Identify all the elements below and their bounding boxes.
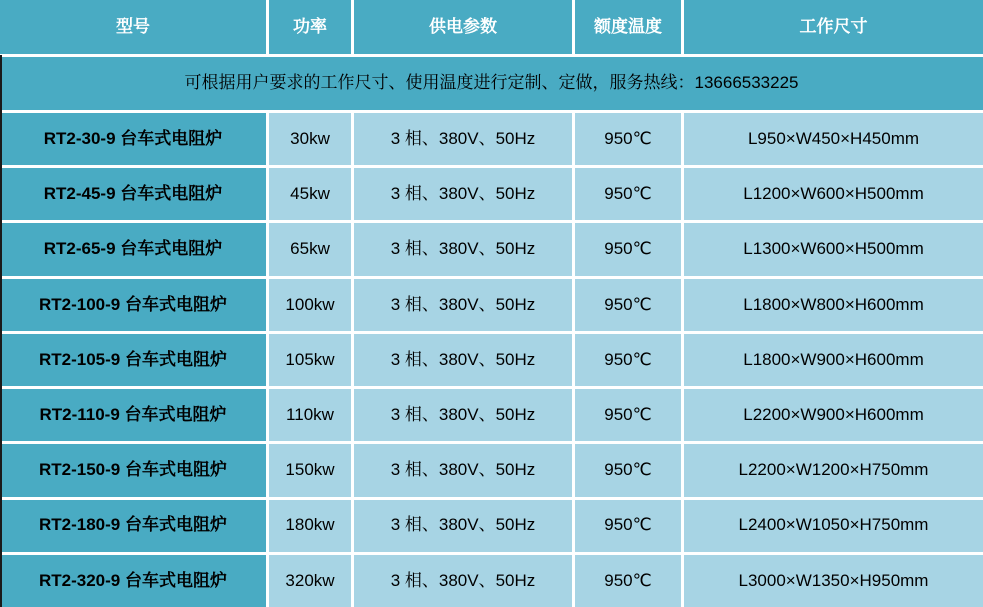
col-header-work-size: 工作尺寸 — [684, 0, 983, 54]
customization-hotline-banner: 可根据用户要求的工作尺寸、使用温度进行定制、定做，服务热线：13666533225 — [0, 57, 983, 110]
model-cell: RT2-65-9 台车式电阻炉 — [0, 223, 266, 275]
data-cell-power: 30kw — [269, 113, 351, 165]
data-cell-size: L3000×W1350×H950mm — [684, 555, 983, 607]
data-cell-temp: 950℃ — [575, 223, 681, 275]
data-cell-power: 65kw — [269, 223, 351, 275]
col-header-supply: 供电参数 — [354, 0, 572, 54]
data-cell-size: L1300×W600×H500mm — [684, 223, 983, 275]
data-cell-size: L2400×W1050×H750mm — [684, 500, 983, 552]
col-header-power: 功率 — [269, 0, 351, 54]
model-cell: RT2-180-9 台车式电阻炉 — [0, 500, 266, 552]
data-cell-power: 105kw — [269, 334, 351, 386]
data-cell-temp: 950℃ — [575, 279, 681, 331]
model-cell: RT2-320-9 台车式电阻炉 — [0, 555, 266, 607]
data-cell-size: L2200×W1200×H750mm — [684, 444, 983, 496]
data-cell-supply: 3 相、380V、50Hz — [354, 279, 572, 331]
model-cell: RT2-105-9 台车式电阻炉 — [0, 334, 266, 386]
data-cell-power: 150kw — [269, 444, 351, 496]
col-header-model: 型号 — [0, 0, 266, 54]
data-cell-supply: 3 相、380V、50Hz — [354, 113, 572, 165]
data-cell-power: 180kw — [269, 500, 351, 552]
data-cell-size: L1800×W800×H600mm — [684, 279, 983, 331]
data-cell-temp: 950℃ — [575, 555, 681, 607]
data-cell-power: 110kw — [269, 389, 351, 441]
model-cell: RT2-45-9 台车式电阻炉 — [0, 168, 266, 220]
data-cell-temp: 950℃ — [575, 389, 681, 441]
data-cell-supply: 3 相、380V、50Hz — [354, 334, 572, 386]
data-cell-size: L1800×W900×H600mm — [684, 334, 983, 386]
data-cell-supply: 3 相、380V、50Hz — [354, 223, 572, 275]
data-cell-temp: 950℃ — [575, 444, 681, 496]
data-cell-supply: 3 相、380V、50Hz — [354, 555, 572, 607]
data-cell-power: 45kw — [269, 168, 351, 220]
data-cell-power: 320kw — [269, 555, 351, 607]
model-cell: RT2-30-9 台车式电阻炉 — [0, 113, 266, 165]
data-cell-size: L1200×W600×H500mm — [684, 168, 983, 220]
data-cell-supply: 3 相、380V、50Hz — [354, 444, 572, 496]
data-cell-temp: 950℃ — [575, 334, 681, 386]
data-cell-size: L2200×W900×H600mm — [684, 389, 983, 441]
model-cell: RT2-100-9 台车式电阻炉 — [0, 279, 266, 331]
left-edge-line — [0, 55, 2, 607]
data-cell-power: 100kw — [269, 279, 351, 331]
data-cell-supply: 3 相、380V、50Hz — [354, 168, 572, 220]
col-header-temperature: 额度温度 — [575, 0, 681, 54]
data-cell-size: L950×W450×H450mm — [684, 113, 983, 165]
data-cell-temp: 950℃ — [575, 113, 681, 165]
data-cell-supply: 3 相、380V、50Hz — [354, 500, 572, 552]
model-cell: RT2-150-9 台车式电阻炉 — [0, 444, 266, 496]
model-cell: RT2-110-9 台车式电阻炉 — [0, 389, 266, 441]
data-cell-supply: 3 相、380V、50Hz — [354, 389, 572, 441]
data-cell-temp: 950℃ — [575, 500, 681, 552]
data-cell-temp: 950℃ — [575, 168, 681, 220]
